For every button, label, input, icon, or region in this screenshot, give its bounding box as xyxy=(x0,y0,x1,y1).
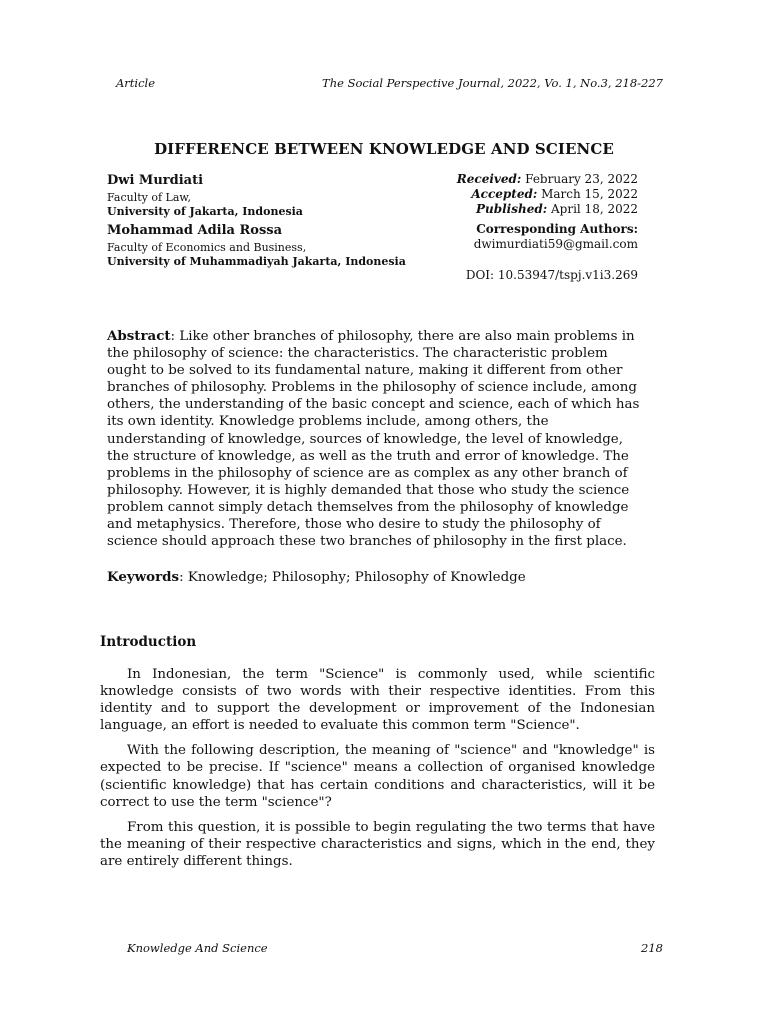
corresponding-email[interactable]: dwimurdiati59@gmail.com xyxy=(473,237,638,251)
received-label: Received: xyxy=(456,172,522,186)
accepted-date-row xyxy=(338,187,638,202)
body-paragraph: With the following description, the meaning of "science" and "knowledge" is expected to be precise. If "science" means a collection of organised knowledge (scientific knowledge) that has certain conditions and characteristics, will it be correct to use the term "science"? xyxy=(100,743,655,810)
article-metadata xyxy=(338,172,638,283)
received-date: February 23, 2022 xyxy=(525,172,638,186)
author-faculty: Faculty of Law, xyxy=(107,191,191,204)
author-faculty: Faculty of Economics and Business, xyxy=(107,241,307,254)
published-label: Published: xyxy=(475,202,548,216)
abstract-paragraph xyxy=(107,328,647,550)
article-type-label: Article xyxy=(116,76,156,90)
received-date-row xyxy=(338,172,638,187)
accepted-label: Accepted: xyxy=(471,187,538,201)
corresponding-authors-label: Corresponding Authors: xyxy=(476,222,638,236)
published-date: April 18, 2022 xyxy=(550,202,638,216)
abstract-text: : Like other branches of philosophy, there are also main problems in the philosophy of science: the characteristics. The characteristic problem ought to be solved to its fundamental nature, making it different from other branches of philosophy. Problems in the philosophy of science include, among others, the understanding of the basic concept and science, each of which has its own identity. Knowledge problems include, among others, the understanding of knowledge, sources of knowledge, the level of knowledge, the structure of knowledge, as well as the truth and error of knowledge. The problems in the philosophy of science are as complex as any other branch of philosophy. However, it is highly demanded that those who study the science problem cannot simply detach themselves from the philosophy of knowledge and metaphysics. Therefore, those who desire to study the philosophy of science should approach these two branches of philosophy in the first place. xyxy=(107,329,640,550)
body-paragraph: In Indonesian, the term "Science" is commonly used, while scientific knowledge consists of two words with their respective identities. From this identity and to support the development or improvement of the Indonesian language, an effort is needed to evaluate this common term "Science". xyxy=(100,667,655,734)
keywords-label: Keywords xyxy=(107,569,180,585)
introduction-body xyxy=(100,666,655,878)
running-title: Knowledge And Science xyxy=(127,941,268,955)
author-university: University of Muhammadiyah Jakarta, Indonesia xyxy=(107,255,406,268)
introduction-heading: Introduction xyxy=(100,634,197,650)
accepted-date: March 15, 2022 xyxy=(541,187,638,201)
paper-title: DIFFERENCE BETWEEN KNOWLEDGE AND SCIENCE xyxy=(154,140,614,158)
keywords-line xyxy=(107,569,667,585)
abstract-label: Abstract xyxy=(107,328,171,344)
author-name: Mohammad Adila Rossa xyxy=(107,223,283,238)
published-date-row xyxy=(338,202,638,217)
doi-link[interactable]: DOI: 10.53947/tspj.v1i3.269 xyxy=(465,268,638,282)
keywords-text: : Knowledge; Philosophy; Philosophy of Knowledge xyxy=(179,570,526,585)
author-name: Dwi Murdiati xyxy=(107,173,204,188)
author-university: University of Jakarta, Indonesia xyxy=(107,205,303,218)
page-number: 218 xyxy=(641,941,663,955)
body-paragraph: From this question, it is possible to begin regulating the two terms that have the meaning of their respective characteristics and signs, which in the end, they are entirely different things. xyxy=(100,819,655,869)
journal-citation: The Social Perspective Journal, 2022, Vo. 1, No.3, 218-227 xyxy=(322,76,663,90)
